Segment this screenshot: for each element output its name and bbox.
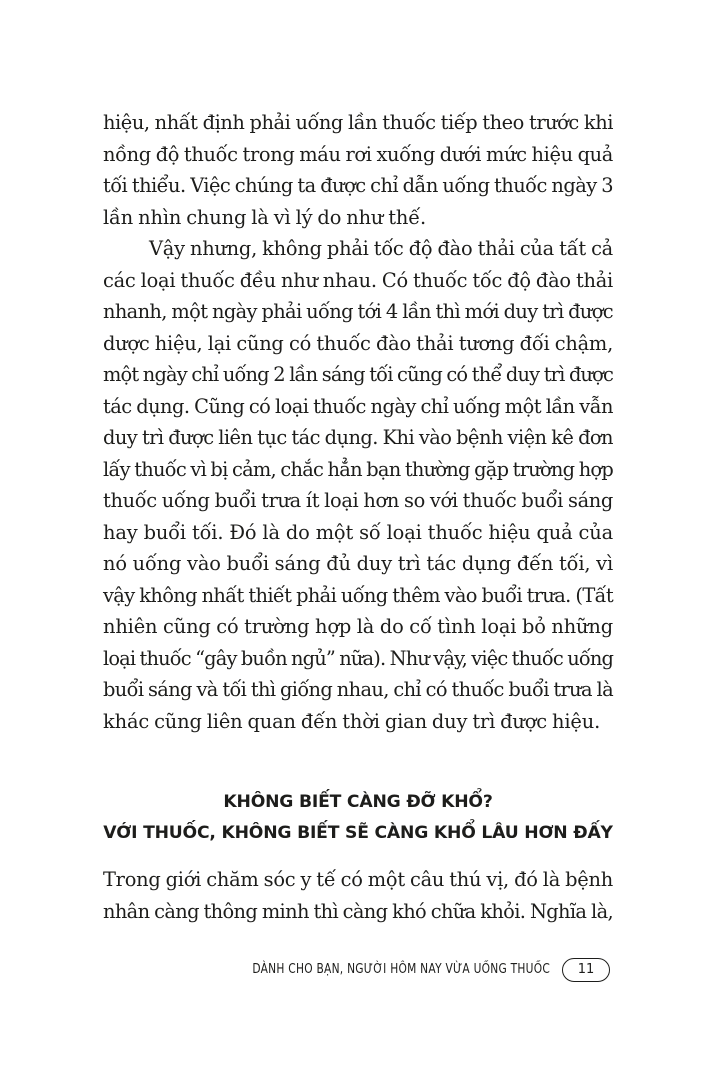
- paragraph-line: thuốc uống buổi trưa ít loại hơn so với thuốc buổi sáng: [103, 489, 613, 512]
- paragraph-line: khác cũng liên quan đến thời gian duy trì được hiệu.: [103, 709, 601, 733]
- paragraph-line: nhanh, một ngày phải uống tới 4 lần thì mới duy trì được: [103, 300, 613, 323]
- section-heading-line-1: KHÔNG BIẾT CÀNG ĐỠ KHỔ?: [223, 792, 493, 812]
- paragraph-line: loại thuốc “gây buồn ngủ” nữa). Như vậy, việc thuốc uống: [103, 646, 614, 670]
- paragraph-3: [103, 864, 613, 927]
- paragraph-line: dược hiệu, lại cũng có thuốc đào thải tương đối chậm,: [103, 331, 613, 355]
- paragraph-line: vậy không nhất thiết phải uống thêm vào buổi trưa. (Tất: [103, 583, 613, 607]
- running-title: DÀNH CHO BẠN, NGƯỜI HÔM NAY VỪA UỐNG THUỐC: [252, 962, 550, 977]
- paragraph-line: hiệu, nhất định phải uống lần thuốc tiếp theo trước khi: [103, 111, 613, 134]
- paragraph-line: tối thiểu. Việc chúng ta được chỉ dẫn uống thuốc ngày 3: [103, 174, 614, 197]
- paragraph-line: nồng độ thuốc trong máu rơi xuống dưới mức hiệu quả: [103, 142, 613, 166]
- paragraph-line: nó uống vào buổi sáng đủ duy trì tác dụng đến tối, vì: [103, 552, 613, 575]
- page-number: 11: [562, 958, 610, 982]
- paragraph-line: tác dụng. Cũng có loại thuốc ngày chỉ uống một lần vẫn: [103, 394, 613, 418]
- paragraph-line: lấy thuốc vì bị cảm, chắc hẳn bạn thường gặp trường hợp: [103, 457, 614, 481]
- paragraph-1: [103, 107, 613, 233]
- paragraph-line: các loại thuốc đều như nhau. Có thuốc tốc độ đào thải: [103, 268, 613, 292]
- paragraph-line: lần nhìn chung là vì lý do như thế.: [103, 205, 427, 229]
- paragraph-line: Trong giới chăm sóc y tế có một câu thú vị, đó là bệnh: [103, 868, 613, 891]
- paragraph-line: một ngày chỉ uống 2 lần sáng tối cũng có thể duy trì được: [103, 363, 613, 386]
- section-heading-line-2: VỚI THUỐC, KHÔNG BIẾT SẼ CÀNG KHỔ LÂU HƠN ĐẤY: [103, 823, 613, 843]
- paragraph-line: buổi sáng và tối thì giống nhau, chỉ có thuốc buổi trưa là: [103, 678, 613, 701]
- paragraph-line: hay buổi tối. Đó là do một số loại thuốc hiệu quả của: [103, 520, 613, 544]
- paragraph-line: nhân càng thông minh thì càng khó chữa khỏi. Nghĩa là,: [103, 899, 613, 923]
- paragraph-line: Vậy nhưng, không phải tốc độ đào thải của tất cả: [149, 237, 613, 260]
- paragraph-line: nhiên cũng có trường hợp là do cố tình loại bỏ những: [103, 615, 613, 638]
- paragraph-line: duy trì được liên tục tác dụng. Khi vào bệnh viện kê đơn: [103, 426, 613, 449]
- page-footer: [252, 958, 610, 984]
- paragraph-2: [103, 233, 613, 737]
